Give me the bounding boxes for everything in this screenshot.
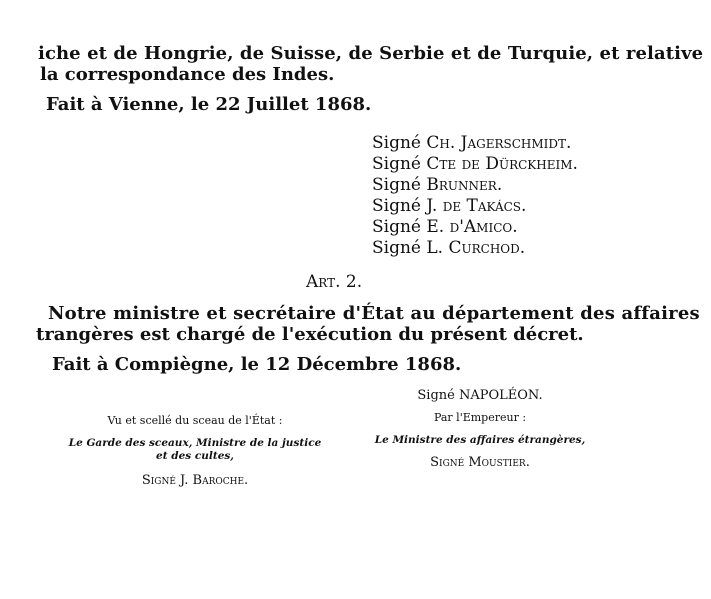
signature-line (372, 133, 571, 153)
signature-name: Cte de Dürckheim. (426, 154, 578, 174)
left-signature-block (50, 414, 340, 489)
signature-prefix: Signé (372, 217, 421, 237)
article-line-1: Notre ministre et secrétaire d'État au département des affaires (48, 303, 700, 324)
article-title: Art. 2. (306, 272, 363, 292)
signature-name: E. d'Amico. (426, 217, 518, 237)
text-line-1: iche et de Hongrie, de Suisse, de Serbie et de Turquie, et relative (38, 43, 704, 64)
napoleon-signature: Signé NAPOLÉON. (417, 388, 543, 403)
signature-line (372, 196, 526, 216)
baroche-signature: Signé J. Baroche. (141, 473, 249, 488)
signature-line (372, 238, 525, 258)
text-line-2: la correspondance des Indes. (40, 64, 335, 85)
article-line-2: trangères est chargé de l'exécution du présent décret. (36, 324, 584, 345)
right-signature-block (360, 388, 600, 471)
signature-line (372, 217, 518, 237)
signature-prefix: Signé (372, 175, 421, 195)
minister-title: Le Ministre des affaires étrangères, (374, 434, 586, 446)
signature-name: Ch. Jagerschmidt. (426, 133, 572, 153)
fait-vienne-line: Fait à Vienne, le 22 Juillet 1868. (46, 94, 372, 115)
par-empereur: Par l'Empereur : (433, 411, 527, 424)
moustier-signature: Signé Moustier. (430, 455, 530, 470)
signature-line (372, 154, 578, 174)
garde-title-line-1: Le Garde des sceaux, Ministre de la justice (68, 437, 322, 449)
signature-prefix: Signé (372, 133, 421, 153)
seal-line: Vu et scellé du sceau de l'État : (107, 414, 283, 427)
garde-title-line-2: et des cultes, (156, 450, 234, 462)
signature-prefix: Signé (372, 154, 421, 174)
fait-compiegne-line: Fait à Compiègne, le 12 Décembre 1868. (52, 354, 462, 375)
signature-prefix: Signé (372, 238, 421, 258)
signature-line (372, 175, 502, 195)
signature-name: J. de Takács. (426, 196, 527, 216)
signature-prefix: Signé (372, 196, 421, 216)
signature-name: Brunner. (426, 175, 503, 195)
signature-name: L. Curchod. (426, 238, 526, 258)
